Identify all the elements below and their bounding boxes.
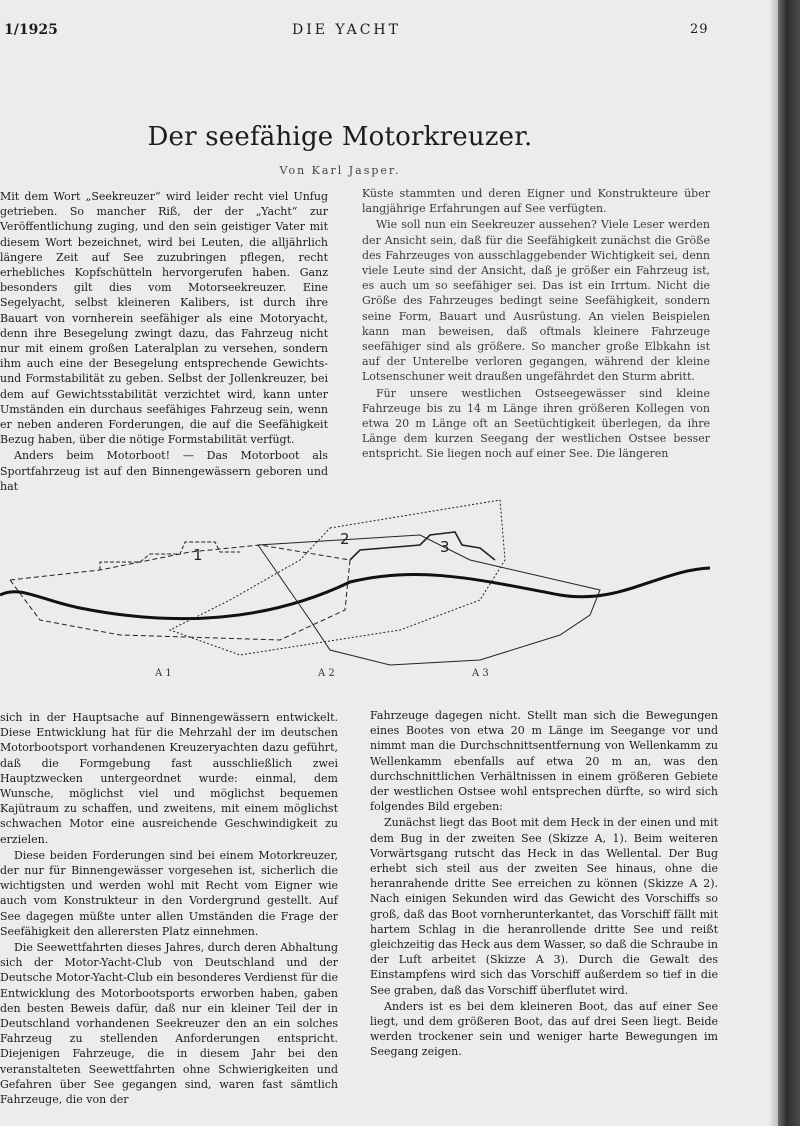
column-top-right xyxy=(362,186,710,462)
paragraph: Fahrzeuge dagegen nicht. Stellt man sich die Bewegungen eines Bootes von etwa 20 m Länge im Seegange vor und nimmt man die Durchschnittsentfernung von Wellenkamm zu Wellenkamm ebenfalls auf etwa 20 m an, was den durchschnittlichen Verhältnissen in einem größeren Gebiete der westlichen Ostsee wohl entsprechen dürfte, so wird sich folgendes Bild ergeben: xyxy=(370,709,718,814)
paragraph: Anders beim Motorboot! — Das Motorboot als Sportfahrzeug ist auf den Binnengewässern geboren und hat xyxy=(0,449,328,493)
page-binding-edge xyxy=(778,0,800,1126)
paragraph: Die Seewettfahrten dieses Jahres, durch deren Abhaltung sich der Motor-Yacht-Club von Deutschland und der Deutsche Motor-Yacht-Club ein besonderes Verdienst für die Entwicklung des Motorbootsports erworben haben, gaben den besten Beweis dafür, daß nur ein kleiner Teil der in Deutschland vorhandenen Seekreuzer den an ein solches Fahrzeug zu stellenden Anforderungen entspricht. Diejenigen Fahrzeuge, die in diesem Jahr bei den veranstalteten Seewettfahrten ohne Schwierigkeiten und Gefahren über See gegangen sind, waren fast sämtlich Fahrzeuge, die von der xyxy=(0,941,338,1107)
column-bottom-left xyxy=(0,710,338,1107)
paragraph: sich in der Hauptsache auf Binnengewässern entwickelt. Diese Entwicklung hat für die Mehrzahl der im deutschen Motorbootsport vorhandenen Kreuzeryachten dazu geführt, daß die Formgebung fast ausschließlich zwei Hauptzwecken untergeordnet wurde: einmal, dem Wunsche, möglichst viel und möglichst bequemen Kajütraum zu schaffen, und zweitens, mit einem möglichst schwachen Motor eine ausreichende Geschwindigkeit zu erzielen. xyxy=(0,711,338,846)
sketch-caption-a1: A 1 xyxy=(155,668,172,679)
issue-number: 1/1925 xyxy=(4,22,58,38)
sketch-a-diagram xyxy=(0,490,720,690)
column-bottom-right xyxy=(370,708,718,1060)
paragraph: Mit dem Wort „Seekreuzer“ wird leider recht viel Unfug getrieben. So mancher Riß, der der „Yacht“ zur Veröffentlichung zuging, und den sein geistiger Vater mit diesem Wort bezeichnet, wird bei Leuten, die alljährlich längere Zeit auf See zuzubringen pflegen, recht erhebliches Kopfschütteln hervorgerufen haben. Ganz besonders gilt dies vom Motorseekreuzer. Eine Segelyacht, selbst kleineren Kalibers, ist durch ihre Bauart von vornherein seefähiger als eine Motoryacht, denn ihre Besegelung zwingt dazu, das Fahrzeug nicht nur mit einem großen Lateralplan zu versehen, sondern ihm auch eine der Besegelung entsprechende Gewichts- und Formstabilität zu geben. Selbst der Jollenkreuzer, bei dem auf Gewichtsstabilität verzichtet wird, kann unter Umständen ein durchaus seefähiges Fahrzeug sein, wenn er neben anderen Forderungen, die auf die Seefähigkeit Bezug haben, über die nötige Formstabilität verfügt. xyxy=(0,190,328,447)
boat-2-number: 2 xyxy=(340,530,350,548)
paragraph: Wie soll nun ein Seekreuzer aussehen? Viele Leser werden der Ansicht sein, daß für die Seefähigkeit zunächst die Größe des Fahrzeuges von ausschlaggebender Wichtigkeit sei, denn viele Leute sind der Ansicht, daß je größer ein Fahrzeug ist, es auch um so seefähiger sei. Das ist ein Irrtum. Nicht die Größe des Fahrzeuges bedingt seine Seefähigkeit, sondern seine Form, Bauart und Ausrüstung. An vielen Beispielen kann man beweisen, daß oftmals kleinere Fahrzeuge seefähiger sind als größere. So mancher große Elbkahn ist auf der Unterelbe verloren gegangen, während der kleine Lotsenschuner weit draußen ungefährdet den Sturm abritt. xyxy=(362,218,710,384)
boat-1-hull xyxy=(10,545,350,640)
page-gutter-shade xyxy=(770,0,778,1126)
paragraph: Küste stammten und deren Eigner und Konstrukteure über langjährige Erfahrungen auf See verfügten. xyxy=(362,187,710,216)
page-number: 29 xyxy=(690,22,709,37)
journal-name: DIE YACHT xyxy=(292,22,401,38)
boat-1-number: 1 xyxy=(193,546,203,564)
column-top-left xyxy=(0,189,328,494)
paragraph: Diese beiden Forderungen sind bei einem Motorkreuzer, der nur für Binnengewässer vorgesehen ist, sicherlich die wichtigsten und werden wohl mit Recht vom Eigner wie auch vom Konstrukteur in den Vordergrund gestellt. Auf See dagegen müßte unter allen Umständen die Frage der Seefähigkeit den allerersten Platz einnehmen. xyxy=(0,848,338,938)
paragraph: Zunächst liegt das Boot mit dem Heck in der einen und mit dem Bug in der zweiten See (Skizze A, 1). Beim weiteren Vorwärtsgang rutscht das Heck in das Wellental. Der Bug erhebt sich steil aus der zweiten See hinaus, ohne die heranrahende dritte See erreichen zu können (Skizze A 2). Nach einigen Sekunden wird das Gewicht des Vorschiffs so groß, daß das Boot vornherunterkantet, das Vorschiff fällt mit hartem Schlag in die heranrollende dritte See und reißt gleichzeitig das Heck aus dem Wasser, so daß die Schraube in der Luft arbeitet (Skizze A 3). Durch die Gewalt des Einstampfens wird sich das Vorschiff außerdem so tief in die See graben, daß das Vorschiff überflutet wird. xyxy=(370,816,718,997)
sketch-caption-a3: A 3 xyxy=(472,668,489,679)
boat-3-number: 3 xyxy=(440,538,450,556)
paragraph: Anders ist es bei dem kleineren Boot, das auf einer See liegt, und dem größeren Boot, das auf drei Seen liegt. Beide werden trockener sein und weniger harte Bewegungen im Seegang zeigen. xyxy=(370,999,718,1059)
sea-wave-line xyxy=(0,568,710,619)
sketch-caption-a2: A 2 xyxy=(318,668,335,679)
article-byline: Von Karl Jasper. xyxy=(279,164,401,177)
paragraph: Für unsere westlichen Ostseegewässer sind kleine Fahrzeuge bis zu 14 m Länge ihren größeren Kollegen von etwa 20 m Länge oft an Seetüchtigkeit überlegen, da ihre Länge dem kurzen Seegang der westlichen Ostsee besser entspricht. Sie liegen noch auf einer See. Die längeren xyxy=(362,386,710,461)
article-title: Der seefähige Motorkreuzer. xyxy=(147,122,533,152)
